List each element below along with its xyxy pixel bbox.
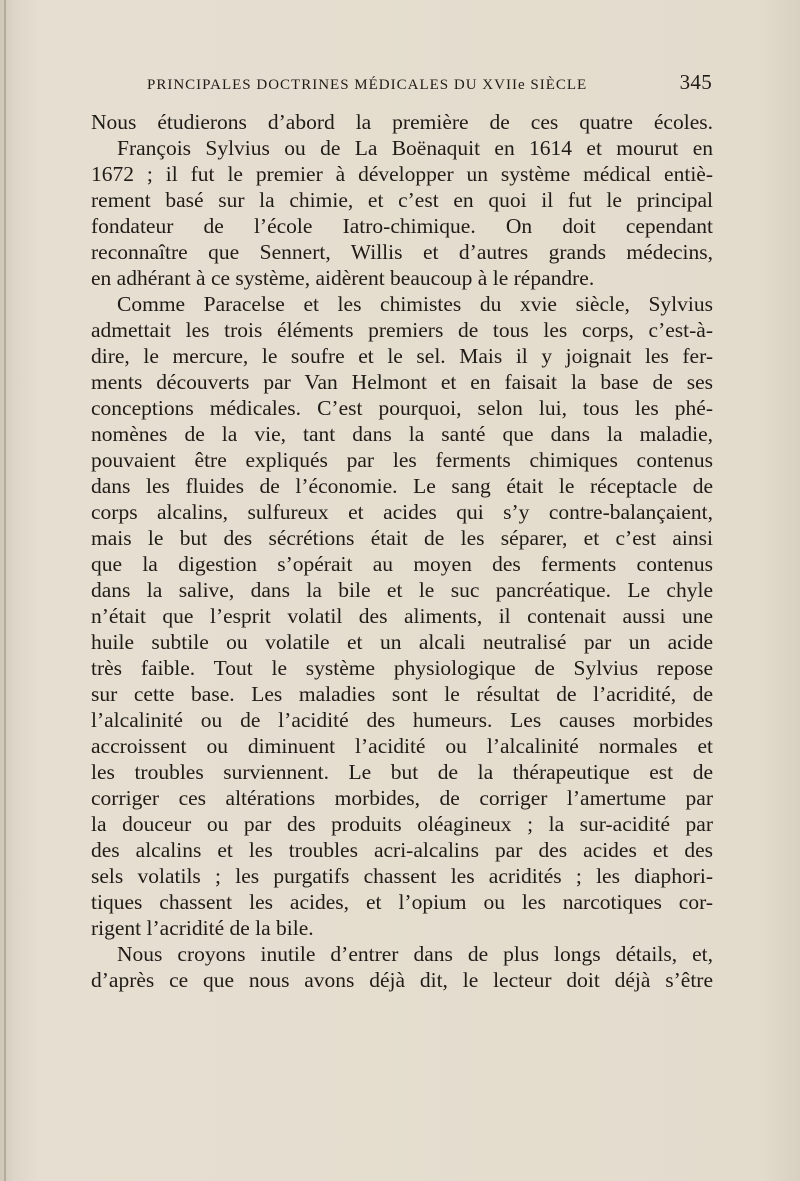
text-line: que la digestion s’opérait au moyen des ferments contenus bbox=[91, 552, 713, 576]
text-line: sur cette base. Les maladies sont le résultat de l’acridité, de bbox=[91, 682, 713, 706]
text-line: nomènes de la vie, tant dans la santé que dans la maladie, bbox=[91, 422, 713, 446]
running-head bbox=[147, 70, 712, 94]
text-line: mais le but des sécrétions était de les séparer, et c’est ainsi bbox=[91, 526, 713, 550]
text-line: des alcalins et les troubles acri-alcalins par des acides et des bbox=[91, 838, 713, 862]
text-line: rement basé sur la chimie, et c’est en quoi il fut le principal bbox=[91, 188, 713, 212]
text-line: accroissent ou diminuent l’acidité ou l’alcalinité normales et bbox=[91, 734, 713, 758]
text-line: sels volatils ; les purgatifs chassent les acridités ; les diaphori- bbox=[91, 864, 713, 888]
text-line: dans la salive, dans la bile et le suc pancréatique. Le chyle bbox=[91, 578, 713, 602]
text-line: dans les fluides de l’économie. Le sang était le réceptacle de bbox=[91, 474, 713, 498]
text-line: Nous étudierons d’abord la première de ces quatre écoles. bbox=[91, 110, 713, 134]
page-gutter-shadow bbox=[4, 0, 6, 1181]
text-line: rigent l’acridité de la bile. bbox=[91, 916, 314, 940]
text-line: François Sylvius ou de La Boënaquit en 1614 et mourut en bbox=[117, 136, 713, 160]
text-line: corriger ces altérations morbides, de corriger l’amertume par bbox=[91, 786, 713, 810]
page-number: 345 bbox=[679, 70, 712, 94]
text-line: Comme Paracelse et les chimistes du xvie siècle, Sylvius bbox=[117, 292, 713, 316]
text-line: fondateur de l’école Iatro-chimique. On doit cependant bbox=[91, 214, 713, 238]
text-line: très faible. Tout le système physiologique de Sylvius repose bbox=[91, 656, 713, 680]
body-text bbox=[91, 109, 713, 993]
text-line: Nous croyons inutile d’entrer dans de plus longs détails, et, bbox=[117, 942, 713, 966]
text-line: pouvaient être expliqués par les ferments chimiques contenus bbox=[91, 448, 713, 472]
text-line: huile subtile ou volatile et un alcali neutralisé par un acide bbox=[91, 630, 713, 654]
text-line: conceptions médicales. C’est pourquoi, selon lui, tous les phé- bbox=[91, 396, 713, 420]
text-line: la douceur ou par des produits oléagineux ; la sur-acidité par bbox=[91, 812, 713, 836]
text-line: en adhérant à ce système, aidèrent beaucoup à le répandre. bbox=[91, 266, 595, 290]
text-line: les troubles surviennent. Le but de la thérapeutique est de bbox=[91, 760, 713, 784]
text-line: tiques chassent les acides, et l’opium ou les narcotiques cor- bbox=[91, 890, 713, 914]
text-line: admettait les trois éléments premiers de tous les corps, c’est-à- bbox=[91, 318, 713, 342]
text-line: reconnaître que Sennert, Willis et d’autres grands médecins, bbox=[91, 240, 713, 264]
text-line: corps alcalins, sulfureux et acides qui s’y contre-balançaient, bbox=[91, 500, 713, 524]
running-title: PRINCIPALES DOCTRINES MÉDICALES DU XVIIe SIÈCLE bbox=[147, 77, 588, 93]
text-line: d’après ce que nous avons déjà dit, le lecteur doit déjà s’être bbox=[91, 968, 713, 992]
text-line: l’alcalinité ou de l’acidité des humeurs. Les causes morbides bbox=[91, 708, 713, 732]
text-line: n’était que l’esprit volatil des aliments, il contenait aussi une bbox=[91, 604, 713, 628]
text-line: dire, le mercure, le soufre et le sel. Mais il y joignait les fer- bbox=[91, 344, 713, 368]
text-line: 1672 ; il fut le premier à développer un système médical entiè- bbox=[91, 162, 713, 186]
text-line: ments découverts par Van Helmont et en faisait la base de ses bbox=[91, 370, 713, 394]
